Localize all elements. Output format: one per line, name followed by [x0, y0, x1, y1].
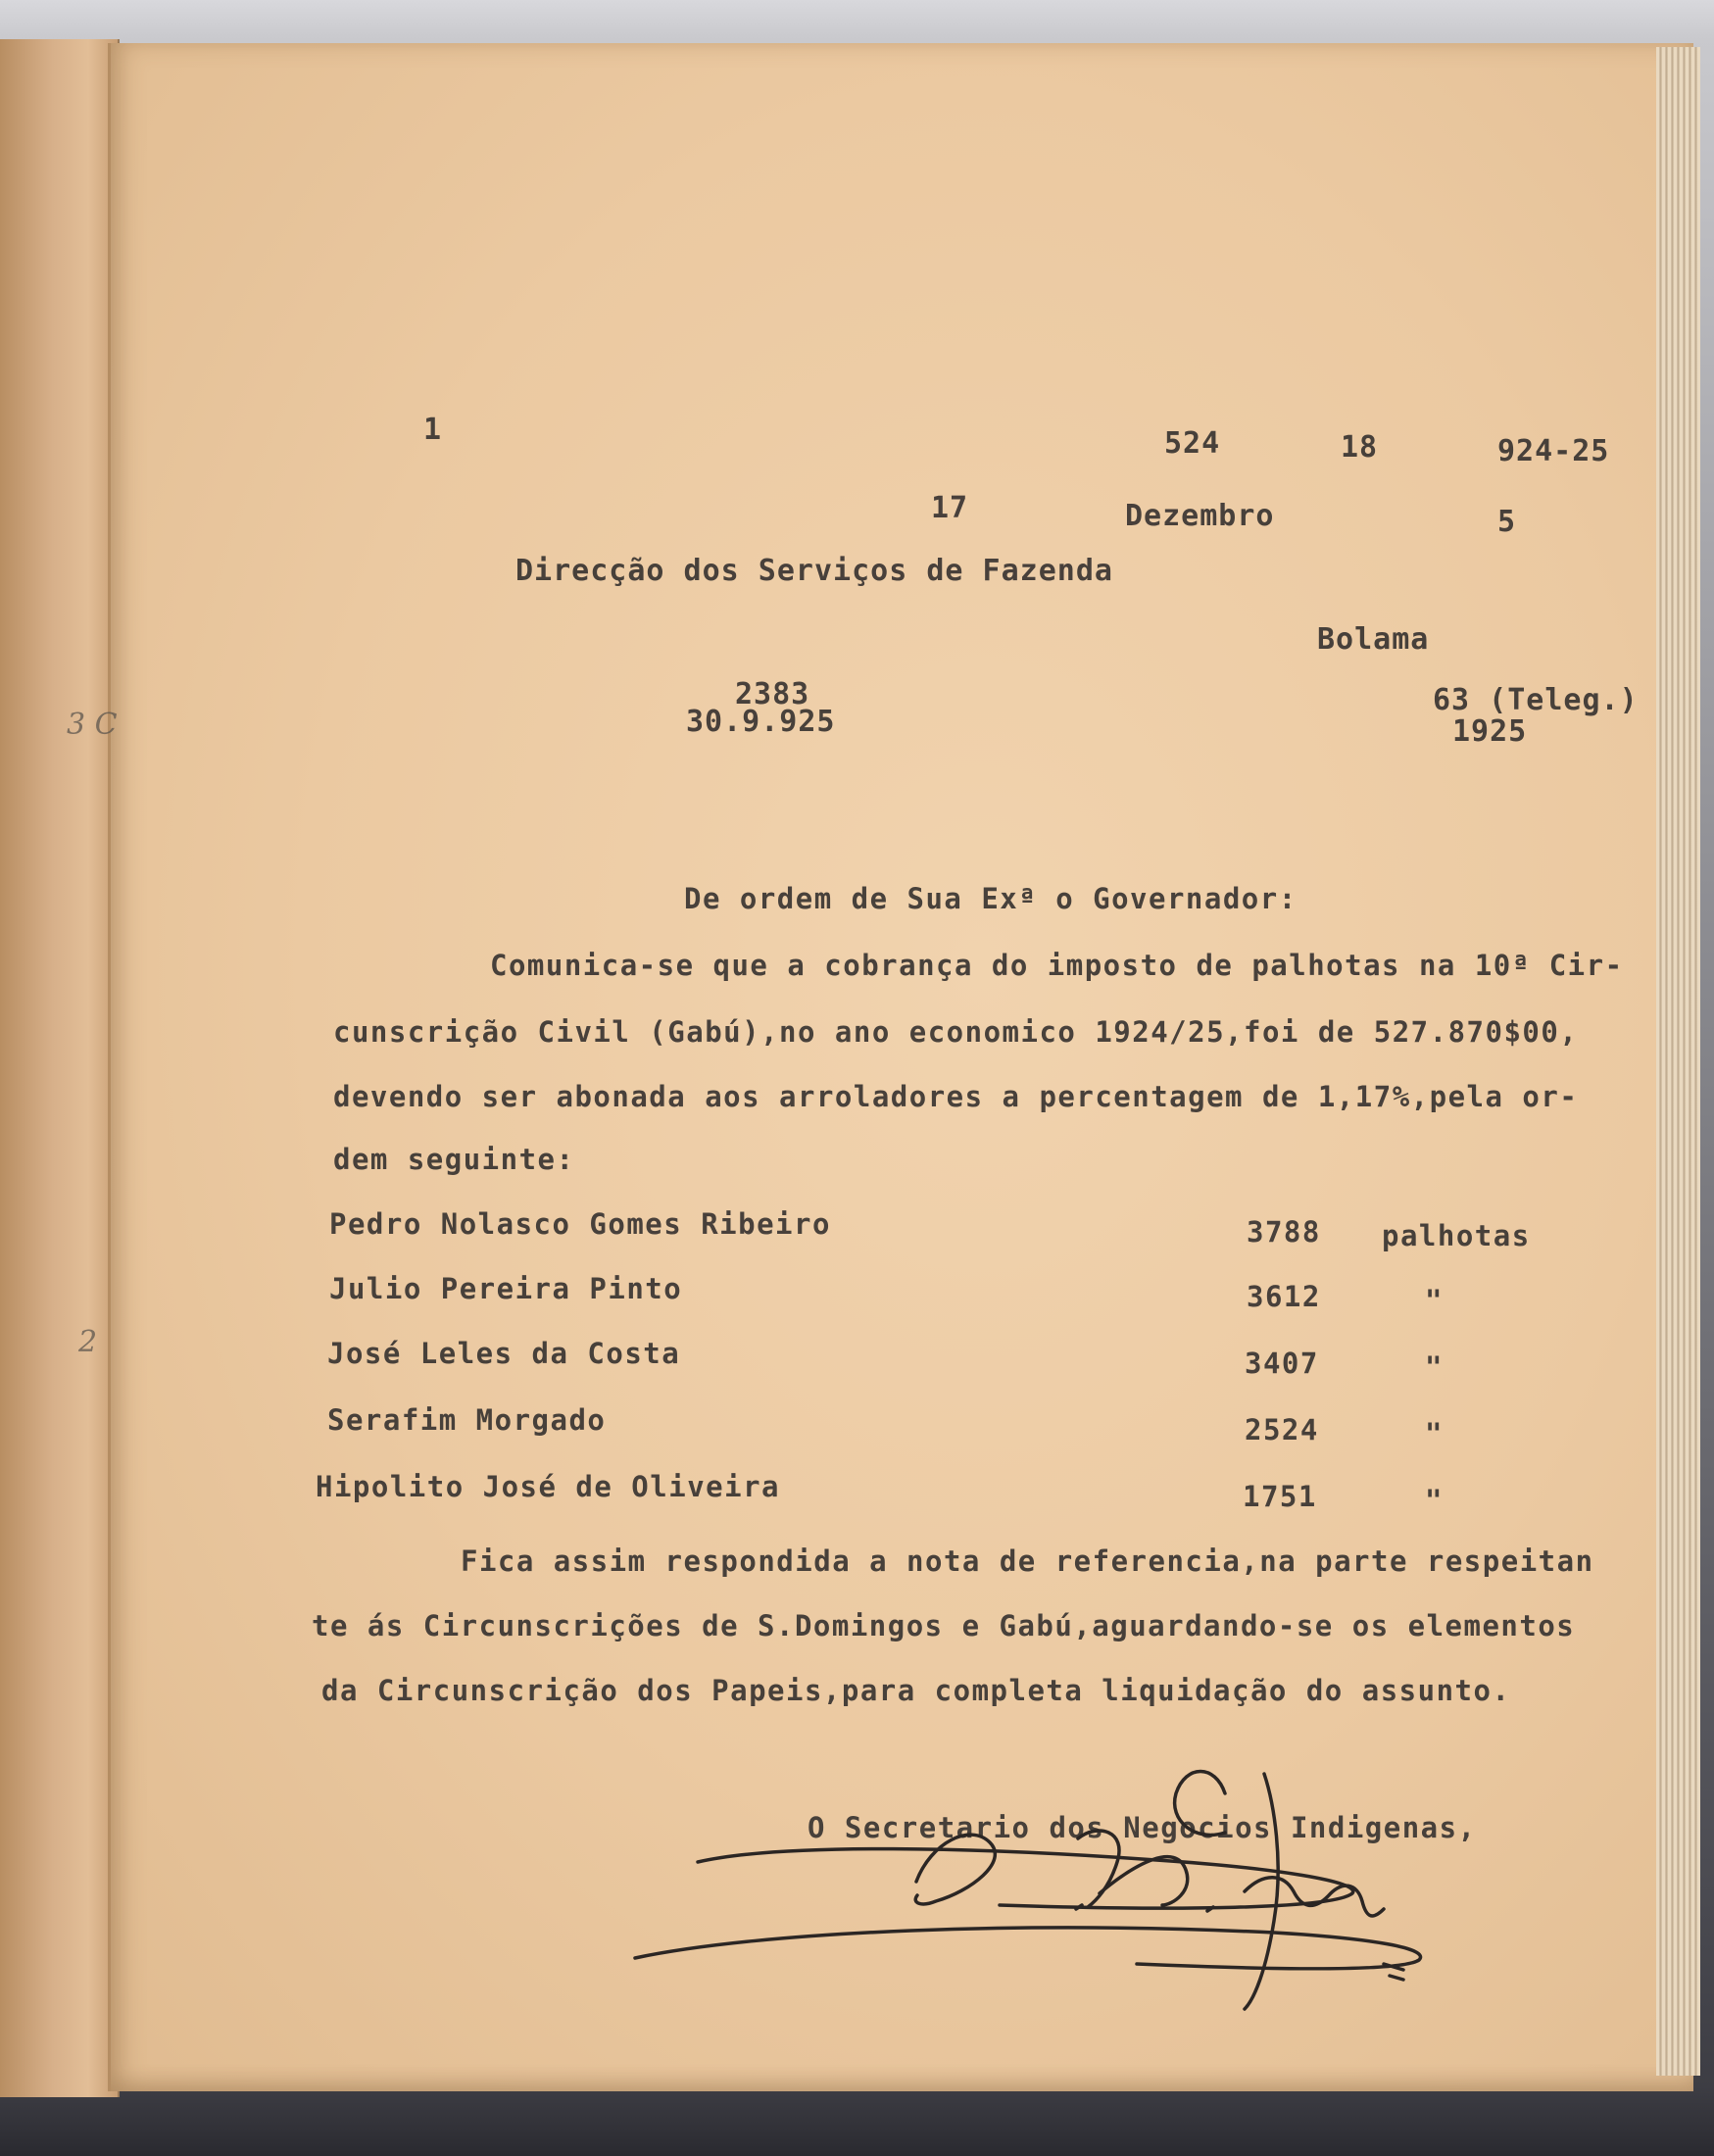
collector-name-4: Serafim Morgado — [327, 1403, 607, 1437]
collector-name-2: Julio Pereira Pinto — [329, 1272, 683, 1305]
collector-unit-3: " — [1425, 1350, 1444, 1384]
collector-name-5: Hipolito José de Oliveira — [316, 1470, 780, 1503]
opening-line: De ordem de Sua Exª o Governador: — [684, 882, 1298, 915]
place: Bolama — [1317, 622, 1430, 657]
collector-count-1: 3788 — [1247, 1215, 1321, 1249]
collector-count-3: 3407 — [1245, 1347, 1319, 1380]
right-ref-number: 63 (Teleg.) — [1433, 683, 1639, 717]
collector-unit-2: " — [1425, 1284, 1444, 1317]
ref-number: 1 — [423, 413, 443, 447]
collector-name-3: José Leles da Costa — [327, 1337, 681, 1370]
signatory-line: O Secretario dos Negocios Indigenas, — [808, 1811, 1477, 1844]
registry-number: 524 — [1164, 426, 1221, 461]
right-ref-year: 1925 — [1452, 714, 1528, 749]
collector-count-2: 3612 — [1247, 1280, 1321, 1313]
collector-unit-1: palhotas — [1382, 1219, 1531, 1252]
collector-name-1: Pedro Nolasco Gomes Ribeiro — [329, 1207, 831, 1241]
recipient: Direcção dos Serviços de Fazenda — [515, 554, 1113, 588]
paragraph-2-line-1: Fica assim respondida a nota de referencia,na parte respeitan — [461, 1544, 1594, 1578]
collector-count-5: 1751 — [1243, 1480, 1317, 1513]
count: 5 — [1497, 505, 1517, 539]
left-ref-number: 2383 — [735, 677, 810, 711]
paragraph-1-line-2: cunscrição Civil (Gabú),no ano economico 1924/25,foi de 527.870$00, — [333, 1015, 1579, 1049]
paragraph-1-line-4: dem seguinte: — [333, 1143, 575, 1176]
paragraph-2-line-3: da Circunscrição dos Papeis,para completa liquidação do assunto. — [321, 1674, 1511, 1707]
paragraph-2-line-2: te ás Circunscrições de S.Domingos e Gabú,aguardando-se os elementos — [312, 1609, 1576, 1642]
collector-count-4: 2524 — [1245, 1413, 1319, 1446]
margin-note-upper: 3 C — [67, 708, 118, 742]
left-ref-date: 30.9.925 — [686, 705, 836, 739]
collector-unit-5: " — [1425, 1484, 1444, 1517]
day-a: 18 — [1341, 430, 1379, 465]
paragraph-1-line-1: Comunica-se que a cobrança do imposto de palhotas na 10ª Cir- — [490, 949, 1624, 982]
day-b: 17 — [931, 491, 969, 525]
year-range: 924-25 — [1497, 434, 1610, 468]
collector-unit-4: " — [1425, 1417, 1444, 1450]
margin-note-lower: 2 — [78, 1325, 98, 1359]
paragraph-1-line-3: devendo ser abonada aos arroladores a percentagem de 1,17%,pela or- — [333, 1080, 1579, 1113]
month: Dezembro — [1125, 499, 1275, 533]
